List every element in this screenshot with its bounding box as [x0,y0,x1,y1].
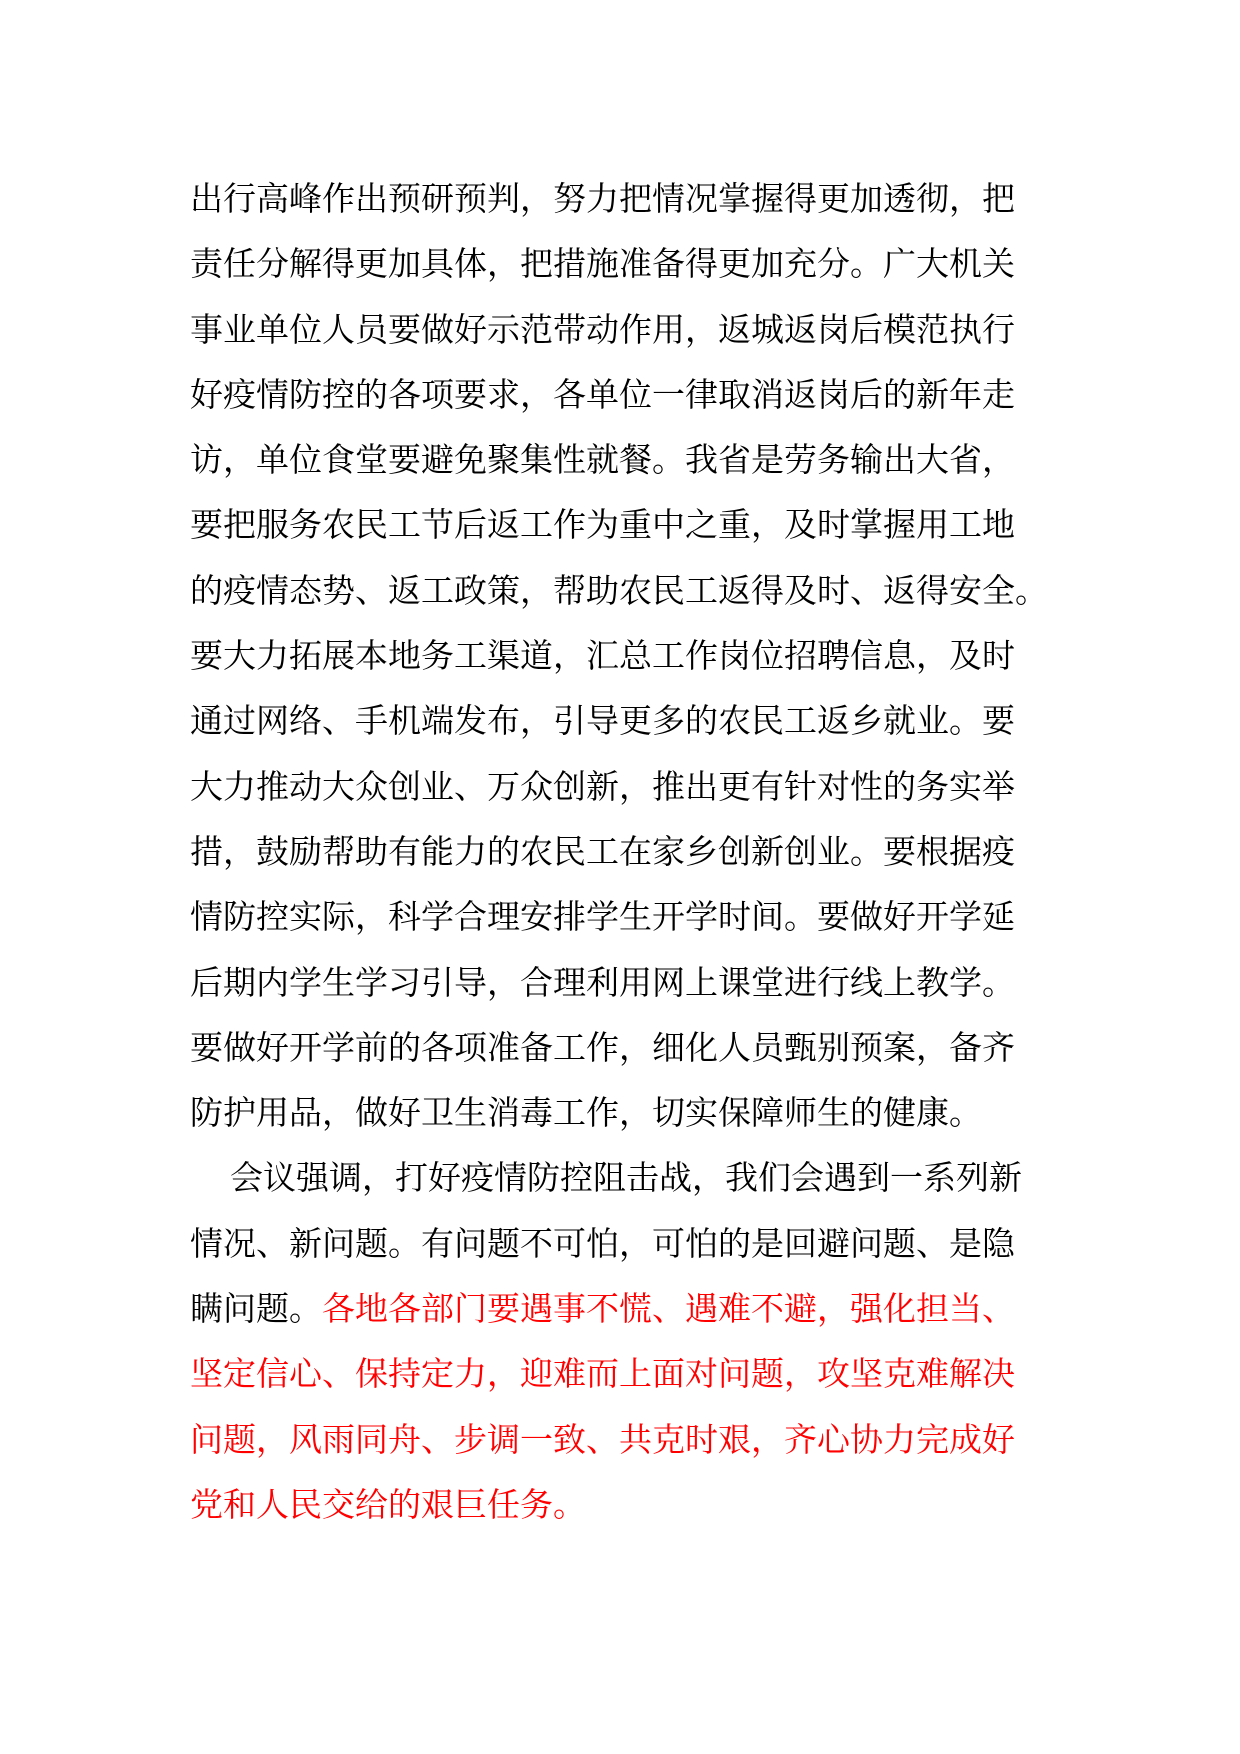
text-line [190,558,1070,623]
text-line [190,492,1070,557]
text-line [190,950,1070,1015]
body-text: 要大力拓展本地务工渠道，汇总工作岗位招聘信息，及时 [190,636,1015,676]
body-text: 情况、新问题。有问题不可怕，可怕的是回避问题、是隐 [190,1223,1015,1263]
body-text: 事业单位人员要做好示范带动作用，返城返岗后模范执行 [190,309,1015,349]
body-text: 大力推动大众创业、万众创新，推出更有针对性的务实举 [190,766,1015,806]
text-line [190,819,1070,884]
text-line [190,1015,1070,1080]
text-line [190,884,1070,949]
text-line [190,231,1070,296]
text-line [190,1276,1070,1341]
body-text: 瞒问题。 [190,1289,322,1329]
body-text: 后期内学生学习引导，合理利用网上课堂进行线上教学。 [190,962,1015,1002]
body-text: 要做好开学前的各项准备工作，细化人员甄别预案，备齐 [190,1027,1015,1067]
text-line [190,1407,1070,1472]
body-text: 情防控实际，科学合理安排学生开学时间。要做好开学延 [190,897,1015,937]
paragraph-start-line [190,1145,1070,1210]
highlighted-text: 党和人民交给的艰巨任务。 [190,1484,586,1524]
text-line [190,427,1070,492]
document-body [190,166,1070,1537]
text-line [190,688,1070,753]
body-text: 责任分解得更加具体，把措施准备得更加充分。广大机关 [190,244,1015,284]
text-line [190,1472,1070,1537]
text-line [190,623,1070,688]
highlighted-text: 坚定信心、保持定力，迎难而上面对问题，攻坚克难解决 [190,1354,1015,1394]
body-text: 好疫情防控的各项要求，各单位一律取消返岗后的新年走 [190,374,1015,414]
body-text: 访，单位食堂要避免聚集性就餐。我省是劳务输出大省， [190,440,1015,480]
highlighted-text: 问题，风雨同舟、步调一致、共克时艰，齐心协力完成好 [190,1419,1015,1459]
highlighted-text: 各地各部门要遇事不慌、遇难不避，强化担当、 [322,1289,1015,1329]
body-text: 的疫情态势、返工政策，帮助农民工返得及时、返得安全。 [190,570,1048,610]
text-line [190,754,1070,819]
body-text: 要把服务农民工节后返工作为重中之重，及时掌握用工地 [190,505,1015,545]
body-text: 会议强调，打好疫情防控阻击战，我们会遇到一系列新 [230,1158,1022,1198]
text-line [190,166,1070,231]
body-text: 出行高峰作出预研预判，努力把情况掌握得更加透彻，把 [190,179,1015,218]
text-line [190,1211,1070,1276]
text-line [190,362,1070,427]
body-text: 措，鼓励帮助有能力的农民工在家乡创新创业。要根据疫 [190,831,1015,871]
text-line [190,297,1070,362]
body-text: 防护用品，做好卫生消毒工作，切实保障师生的健康。 [190,1093,982,1133]
text-line [190,1341,1070,1406]
text-line [190,1080,1070,1145]
body-text: 通过网络、手机端发布，引导更多的农民工返乡就业。要 [190,701,1015,741]
